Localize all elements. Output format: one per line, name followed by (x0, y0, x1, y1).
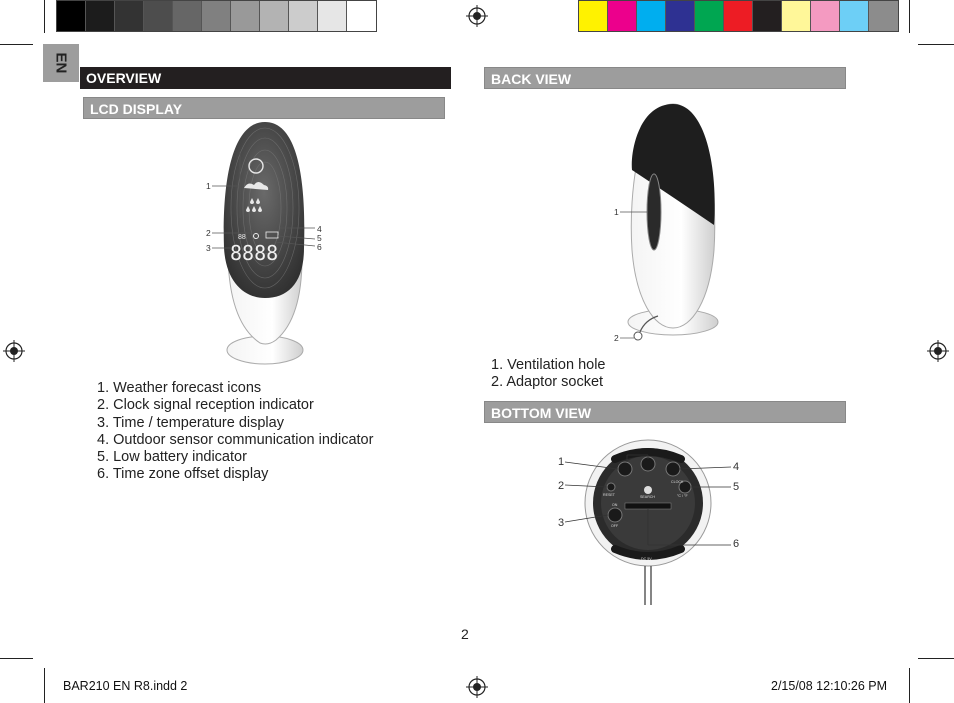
lcd-display-heading: LCD DISPLAY (83, 97, 445, 119)
off-switch-label: OFF (611, 524, 619, 528)
gray-swatch (318, 1, 347, 31)
registration-mark-icon (466, 5, 488, 27)
back-callout-1: 1 (614, 207, 619, 217)
lcd-callout-2: 2 (206, 228, 211, 238)
bottom-callout-6: 6 (733, 538, 740, 550)
gray-swatch (86, 1, 115, 31)
registration-mark-icon (3, 340, 25, 362)
back-view-illustration (610, 100, 730, 350)
unit-button-label: °C / °F (677, 494, 688, 498)
crop-mark (44, 0, 45, 33)
color-swatch (695, 1, 724, 31)
color-swatch (811, 1, 840, 31)
color-swatch (840, 1, 869, 31)
footer-timestamp: 2/15/08 12:10:26 PM (771, 679, 888, 693)
crop-mark (909, 668, 910, 703)
clock-button-label: CLOCK (671, 480, 684, 484)
color-swatch (608, 1, 637, 31)
gray-swatch (115, 1, 144, 31)
list-item: 2. Adaptor socket (491, 374, 604, 391)
color-swatch (869, 1, 898, 31)
lcd-digits: 8888 (230, 241, 279, 265)
on-switch-label: ON (612, 503, 618, 507)
language-tab-label: EN (52, 52, 70, 74)
color-swatch-bar (578, 0, 899, 32)
back-view-heading: BACK VIEW (484, 67, 846, 89)
list-item: 2. Clock signal reception indicator (97, 397, 314, 414)
color-swatch (753, 1, 782, 31)
crop-mark (0, 658, 33, 659)
gray-swatch (144, 1, 173, 31)
gray-swatch (57, 1, 86, 31)
bottom-view-illustration (555, 435, 755, 605)
color-swatch (579, 1, 608, 31)
lcd-callout-5: 5 (317, 233, 322, 243)
lcd-callout-4: 4 (317, 224, 322, 234)
color-swatch (637, 1, 666, 31)
overview-heading: OVERVIEW (80, 67, 451, 89)
gray-swatch (173, 1, 202, 31)
gray-swatch (202, 1, 231, 31)
color-swatch (666, 1, 695, 31)
list-item: 3. Time / temperature display (97, 414, 284, 431)
back-view-list (491, 357, 605, 392)
crop-mark (918, 658, 954, 659)
registration-mark-icon (466, 676, 488, 698)
list-item: 4. Outdoor sensor communication indicator (97, 431, 374, 448)
lcd-callout-3: 3 (206, 243, 211, 253)
registration-mark-icon (927, 340, 949, 362)
list-item: 5. Low battery indicator (97, 449, 247, 466)
search-button-label: SEARCH (640, 495, 655, 499)
lcd-callout-1: 1 (206, 181, 211, 191)
bottom-callout-1: 1 (558, 456, 565, 468)
reset-button-label: RESET (603, 493, 615, 497)
language-tab (43, 44, 79, 82)
lcd-callout-6: 6 (317, 242, 322, 252)
back-callout-2: 2 (614, 333, 619, 343)
gray-swatch (260, 1, 289, 31)
crop-mark (0, 44, 33, 45)
gray-swatch (289, 1, 318, 31)
svg-text:88: 88 (238, 234, 246, 241)
dc-input-label: DC 5V (641, 557, 652, 561)
footer-filename: BAR210 EN R8.indd 2 (63, 679, 188, 693)
color-swatch (724, 1, 753, 31)
bottom-callout-3: 3 (558, 517, 565, 529)
bottom-callout-4: 4 (733, 461, 740, 473)
bottom-callout-2: 2 (558, 480, 565, 492)
bottom-callout-5: 5 (733, 481, 740, 493)
grayscale-swatch-bar (56, 0, 377, 32)
gray-swatch (347, 1, 376, 31)
crop-mark (918, 44, 954, 45)
list-item: 1. Weather forecast icons (97, 380, 262, 396)
bottom-view-heading: BOTTOM VIEW (484, 401, 846, 423)
page-number: 2 (461, 626, 469, 642)
lcd-feature-list (97, 380, 373, 484)
list-item: 1. Ventilation hole (491, 357, 606, 373)
crop-mark (44, 668, 45, 703)
gray-swatch (231, 1, 260, 31)
color-swatch (782, 1, 811, 31)
list-item: 6. Time zone offset display (97, 466, 269, 483)
crop-mark (909, 0, 910, 33)
